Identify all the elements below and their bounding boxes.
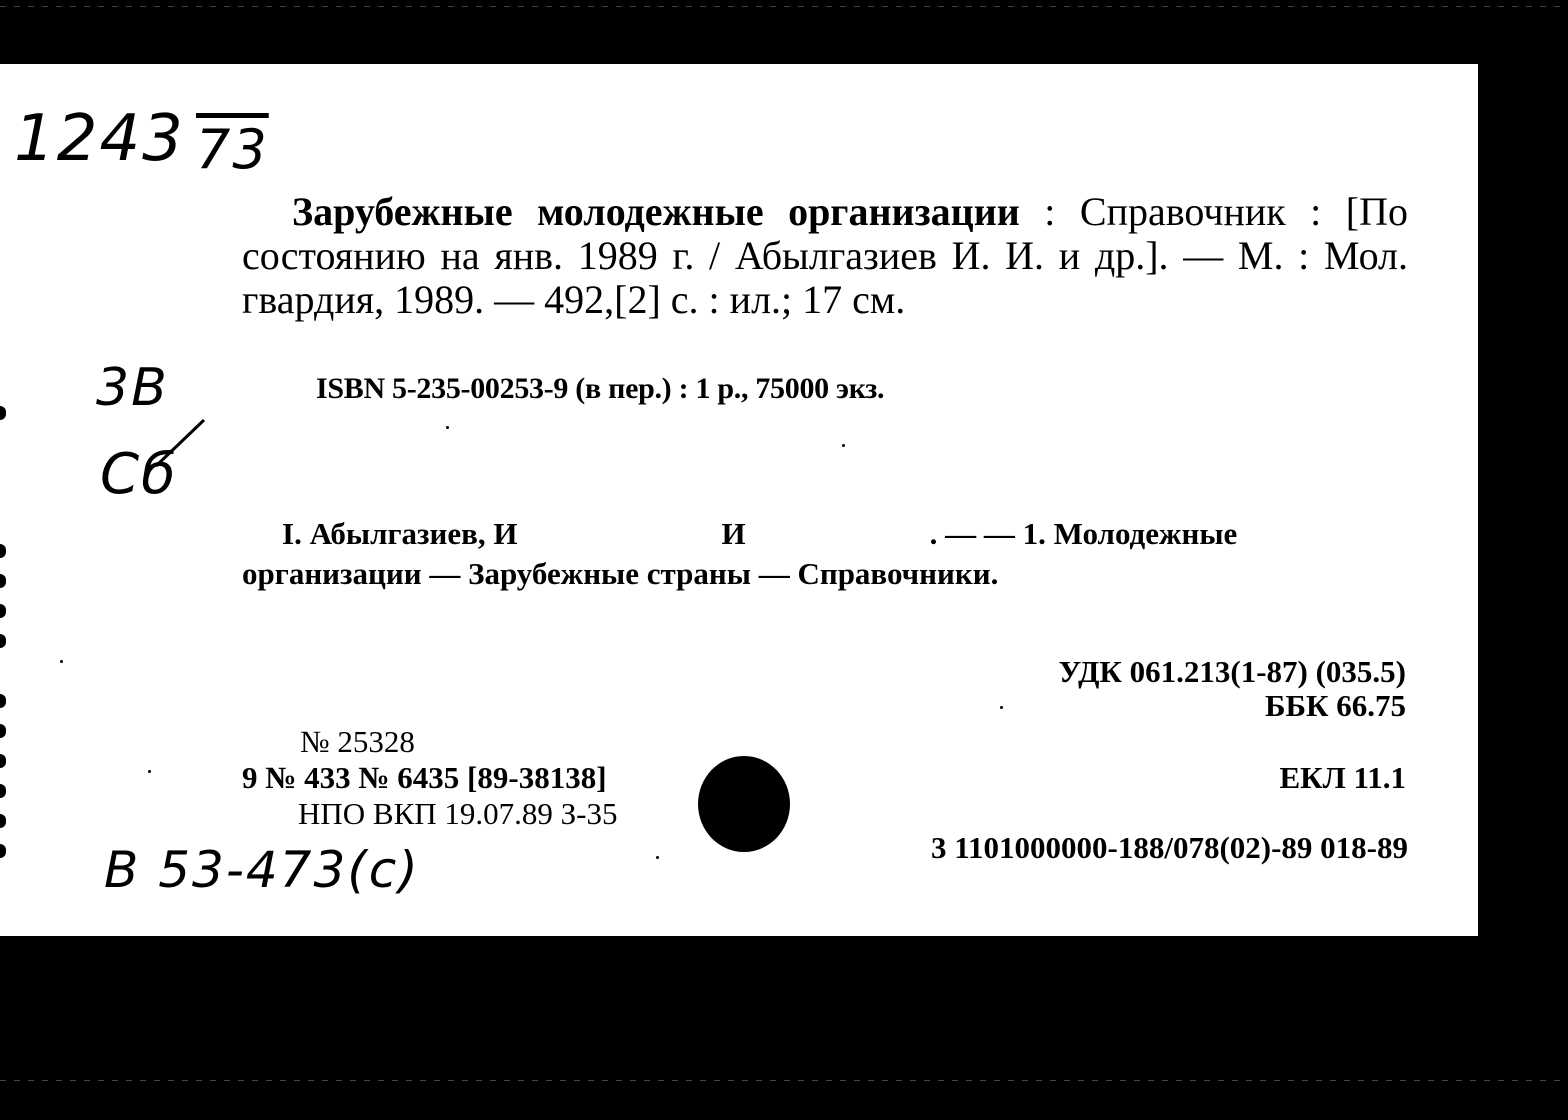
card-edge-hole	[0, 724, 6, 738]
card-edge-hole	[0, 754, 6, 768]
speck	[446, 426, 449, 429]
punched-stamp-dot	[698, 756, 790, 852]
card-number: № 25328	[300, 724, 415, 759]
handwritten-slash-stroke	[150, 414, 210, 474]
shelf-number-sup: 73	[196, 118, 269, 181]
handwritten-inventory-code: В 53-473(с)	[104, 841, 420, 899]
scan-noise-top	[0, 6, 1568, 7]
bibliographic-description	[242, 190, 1408, 322]
speck	[842, 444, 845, 447]
handwritten-shelf-number	[14, 104, 185, 174]
card-edge-hole	[0, 634, 6, 648]
book-description: : Справочник : [По состоянию на янв. 1989 г. / Абылгазиев И. И. и др.]. — М. : Мол. гвардия, 1989. — 492,[2] с. : ил.; 17 см.	[242, 189, 1409, 322]
card-edge-hole	[0, 574, 6, 588]
card-edge-hole	[0, 784, 6, 798]
card-edge-hole	[0, 406, 6, 420]
order-line: 9 № 433 № 6435 [89-38138]	[242, 760, 607, 795]
tracing-author: I. Абылгазиев, И	[282, 516, 518, 551]
udk-code: УДК 061.213(1-87) (035.5)	[1058, 654, 1406, 689]
scan-noise-bottom	[0, 1080, 1568, 1081]
card-edge-hole	[0, 694, 6, 708]
speck	[1000, 706, 1003, 709]
tracing-subjects: . — — 1. Молодежные организации — Зарубежные страны — Справочники.	[242, 516, 1238, 591]
tracing-initial: И	[721, 516, 746, 551]
catalog-card	[0, 64, 1478, 936]
book-title: Зарубежные молодежные организации	[292, 189, 1020, 234]
card-edge-hole	[0, 814, 6, 828]
speck	[656, 856, 659, 859]
card-edge-hole	[0, 844, 6, 858]
ekl-code: ЕКЛ 11.1	[1279, 760, 1406, 795]
speck	[148, 770, 151, 773]
npo-line: НПО ВКП 19.07.89 З-35	[298, 796, 618, 831]
handwritten-mark-2: Сб	[100, 442, 178, 507]
handwritten-shelf-suffix	[196, 120, 269, 180]
bbk-code: ББК 66.75	[1265, 688, 1406, 723]
card-edge-hole	[0, 604, 6, 618]
tracing-entry	[242, 514, 1408, 594]
shelf-number-main: 1243	[14, 102, 185, 176]
card-edge-hole	[0, 544, 6, 558]
handwritten-mark-1: 3В	[96, 358, 169, 418]
publisher-code: 3 1101000000-188/078(02)-89 018-89	[930, 830, 1408, 865]
isbn-line: ISBN 5-235-00253-9 (в пер.) : 1 р., 75000 экз.	[316, 372, 885, 405]
speck	[60, 660, 63, 663]
